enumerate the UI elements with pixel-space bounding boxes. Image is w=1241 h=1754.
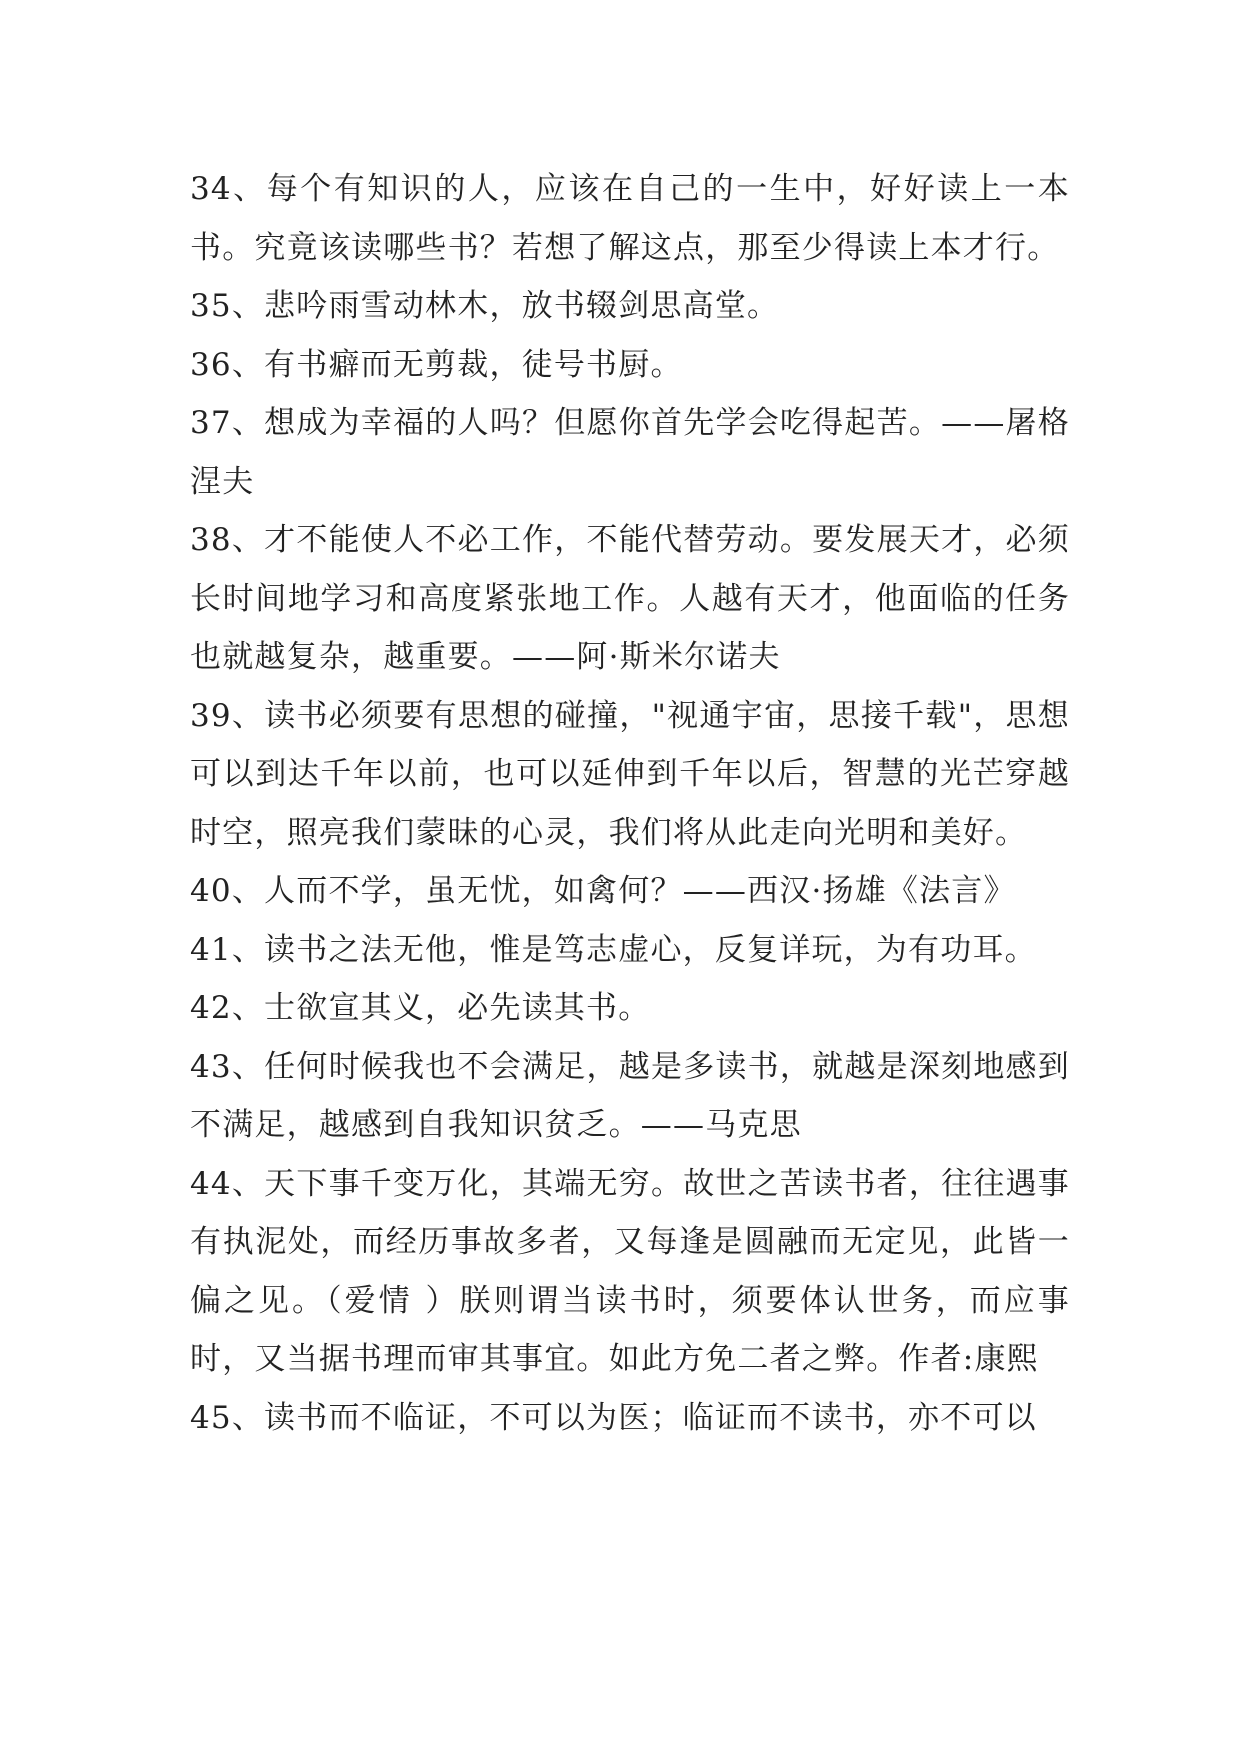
quote-entry-34: 34、每个有知识的人，应该在自己的一生中，好好读上一本书。究竟该读哪些书？若想了解这点，那至少得读上本才行。	[190, 171, 1070, 266]
quote-list	[190, 160, 1070, 1447]
quote-entry-39: 39、读书必须要有思想的碰撞，"视通宇宙，思接千载"，思想可以到达千年以前，也可以延伸到千年以后，智慧的光芒穿越时空，照亮我们蒙昧的心灵，我们将从此走向光明和美好。	[190, 697, 1070, 851]
quote-entry-45: 45、读书而不临证，不可以为医；临证而不读书，亦不可以	[190, 1399, 1037, 1436]
quote-entry-38: 38、才不能使人不必工作，不能代替劳动。要发展天才，必须长时间地学习和高度紧张地工作。人越有天才，他面临的任务也就越复杂，越重要。——阿·斯米尔诺夫	[190, 522, 1070, 675]
quote-entry-35: 35、悲吟雨雪动林木，放书辍剑思高堂。	[190, 288, 780, 324]
quote-entry-36: 36、有书癖而无剪裁，徒号书厨。	[190, 346, 683, 383]
quote-entry-41: 41、读书之法无他，惟是笃志虚心，反复详玩，为有功耳。	[190, 931, 1037, 968]
quote-entry-40: 40、人而不学，虽无忧，如禽何？——西汉·扬雄《法言》	[190, 873, 1016, 909]
quote-entry-44: 44、天下事千变万化，其端无穷。故世之苦读书者，往往遇事有执泥处，而经历事故多者，又每逢是圆融而无定见，此皆一偏之见。（爱情 ）朕则谓当读书时，须要体认世务，而应事时，又当据书理而审其事宜。如此方免二者之弊。作者:康熙	[190, 1165, 1070, 1377]
quote-entry-42: 42、士欲宣其义，必先读其书。	[190, 990, 651, 1026]
quote-entry-43: 43、任何时候我也不会满足，越是多读书，就越是深刻地感到不满足，越感到自我知识贫乏。——马克思	[190, 1048, 1070, 1143]
quote-entry-37: 37、想成为幸福的人吗？但愿你首先学会吃得起苦。——屠格涅夫	[190, 405, 1070, 500]
